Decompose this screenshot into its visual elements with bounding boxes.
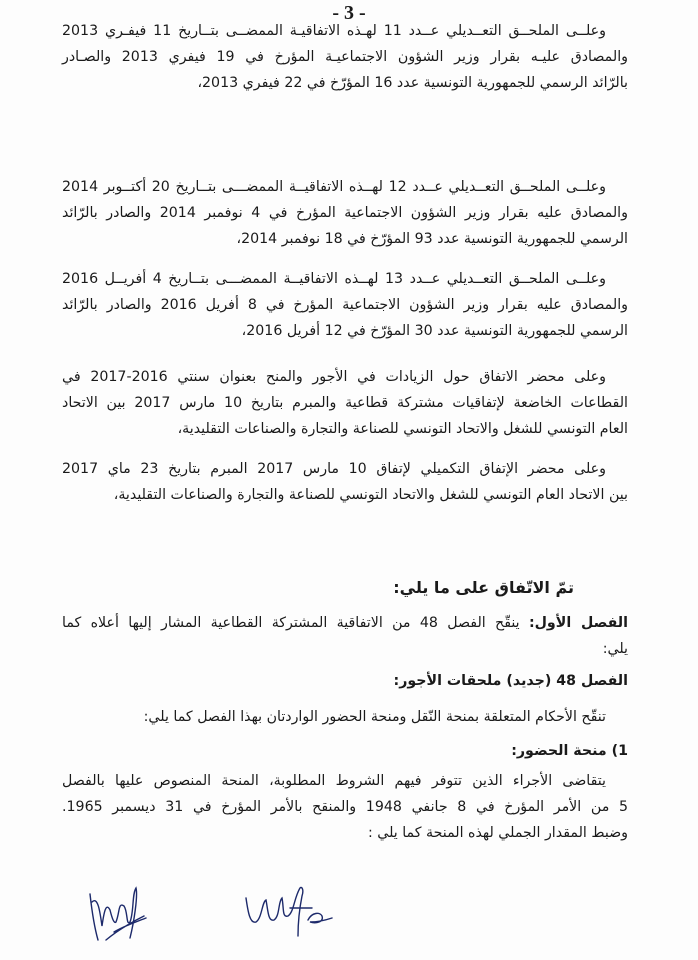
paragraph-line: وعلى محضر الاتفاق حول الزيادات في الأجور والمنح بعنوان سنتي 2016-2017 في xyxy=(62,369,606,385)
paragraph-line: بالرّائد الرسمي للجمهورية التونسية عدد 16 المؤرّخ في 22 فيفري 2013، xyxy=(197,75,628,91)
paragraph-line: والمصادق عليه بقرار وزير الشؤون الاجتماعية المؤرخ في 8 أفريل 2016 والصادر بالرّائد xyxy=(62,297,628,313)
article-1 xyxy=(62,610,628,662)
preamble-paragraph-4 xyxy=(62,364,628,442)
preamble-paragraph-1 xyxy=(62,18,628,96)
preamble-paragraph-2 xyxy=(62,174,628,252)
subsection-1-body xyxy=(62,768,628,846)
article-1-text: ينقّح الفصل 48 من الاتفاقية المشتركة القطاعية المشار إليها أعلاه كما xyxy=(62,615,529,631)
amendment-intro xyxy=(62,704,628,730)
article-1-line xyxy=(62,610,628,636)
paragraph-line: بين الاتحاد العام التونسي للشغل والاتحاد التونسي للصناعة والتجارة والصناعات التقليدية، xyxy=(113,487,628,503)
paragraph-line: يتقاضى الأجراء الذين تتوفر فيهم الشروط المطلوبة، المنحة المنصوص عليها بالفصل xyxy=(62,773,606,789)
amendment-intro-text: تنقّح الأحكام المتعلقة بمنحة النّقل ومنحة الحضور الواردتان بهذا الفصل كما يلي: xyxy=(143,709,606,725)
agreement-heading: تمّ الاتّفاق على ما يلي: xyxy=(393,578,574,597)
article-48-title xyxy=(62,668,628,694)
signature-right xyxy=(238,882,338,940)
signature-left xyxy=(84,882,156,946)
paragraph-line: العام التونسي للشغل والاتحاد التونسي للصناعة والتجارة والصناعات التقليدية، xyxy=(177,421,628,437)
preamble-paragraph-5 xyxy=(62,456,628,508)
paragraph-line: 5 من الأمر المؤرخ في 8 جانفي 1948 والمنقح بالأمر المؤرخ في 31 ديسمبر 1965. xyxy=(62,799,628,815)
paragraph-line: وعلــى الملحــق التعــديلي عــدد 11 لهـذه الاتفاقيـة الممضــى بتــاريخ 11 فيفـري 2013 xyxy=(62,23,606,39)
article-1-label: الفصل الأول: xyxy=(528,615,628,631)
paragraph-line: وضبط المقدار الجملي لهذه المنحة كما يلي : xyxy=(367,825,628,841)
article-1-continuation: يلي: xyxy=(602,641,628,657)
paragraph-line: القطاعات الخاضعة لإتفاقيات مشتركة قطاعية والمبرم بتاريخ 10 مارس 2017 بين الاتحاد xyxy=(62,395,628,411)
paragraph-line: وعلــى الملحــق التعــديلي عــدد 12 لهــذه الاتفاقيــة الممضـــى بتــاريخ 20 أكتــوبر 2014 xyxy=(62,179,606,195)
paragraph-line: وعلى محضر الإتفاق التكميلي لإتفاق 10 مارس 2017 المبرم بتاريخ 23 ماي 2017 xyxy=(62,461,606,477)
paragraph-line: الرسمي للجمهورية التونسية عدد 93 المؤرّخ في 18 نوفمبر 2014، xyxy=(236,231,628,247)
paragraph-line: وعلــى الملحــق التعــديلي عــدد 13 لهــذه الاتفاقيــة الممضـــى بتــاريخ 4 أفريــل 2016 xyxy=(62,271,606,287)
page-number: - 3 - xyxy=(332,2,366,24)
subsection-1-title-text: 1) منحة الحضور: xyxy=(511,743,628,759)
paragraph-line: والمصادق عليـه بقرار وزير الشؤون الاجتماعيـة المؤرخ في 19 فيفري 2013 والصـادر xyxy=(62,49,628,65)
paragraph-line: الرسمي للجمهورية التونسية عدد 30 المؤرّخ في 12 أفريل 2016، xyxy=(241,323,628,339)
paragraph-line: والمصادق عليه بقرار وزير الشؤون الاجتماعية المؤرخ في 4 نوفمبر 2014 والصادر بالرّائد xyxy=(62,205,628,221)
subsection-1-title xyxy=(62,738,628,764)
preamble-paragraph-3 xyxy=(62,266,628,344)
article-48-title-text: الفصل 48 (جديد) ملحقات الأجور: xyxy=(393,673,628,689)
